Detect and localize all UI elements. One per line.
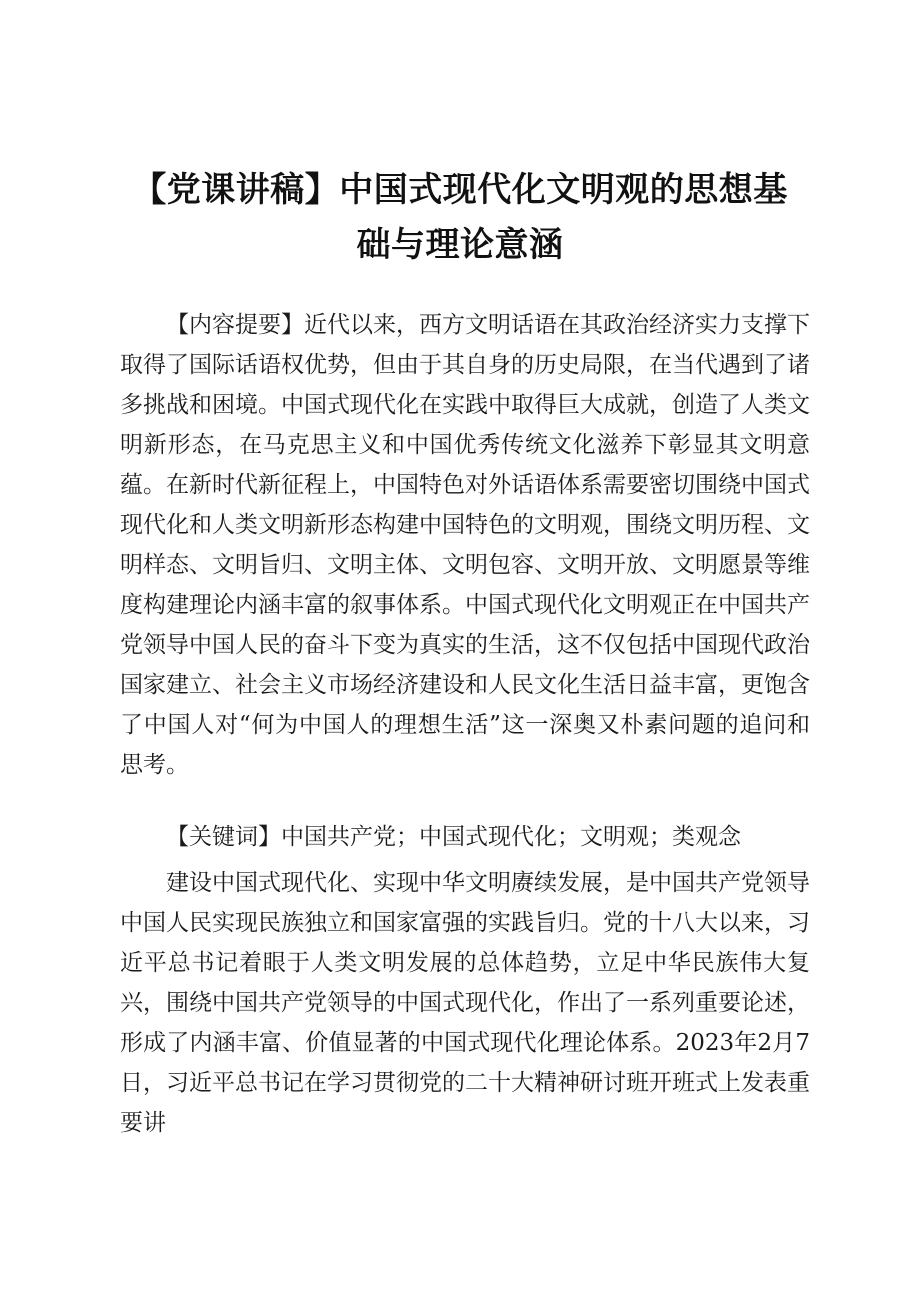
abstract-paragraph: 【内容提要】近代以来，西方文明话语在其政治经济实力支撑下取得了国际话语权优势，但由于其自身的历史局限，在当代遇到了诸多挑战和困境。中国式现代化在实践中取得巨大成就，创造了人类文明新形态，在马克思主义和中国优秀传统文化滋养下彰显其文明意蕴。在新时代新征程上，中国特色对外话语体系需要密切围绕中国式现代化和人类文明新形态构建中国特色的文明观，围绕文明历程、文明样态、文明旨归、文明主体、文明包容、文明开放、文明愿景等维度构建理论内涵丰富的叙事体系。中国式现代化文明观正在中国共产党领导中国人民的奋斗下变为真实的生活，这不仅包括中国现代政治国家建立、社会主义市场经济建设和人民文化生活日益丰富，更饱含了中国人对“何为中国人的理想生活”这一深奥又朴素问题的追问和思考。 [120, 312, 810, 778]
body-paragraph: 建设中国式现代化、实现中华文明赓续发展，是中国共产党领导中国人民实现民族独立和国家富强的实践旨归。党的十八大以来，习近平总书记着眼于人类文明发展的总体趋势，立足中华民族伟大复兴，围绕中国共产党领导的中国式现代化，作出了一系列重要论述，形成了内涵丰富、价值显著的中国式现代化理论体系。2023年2月7日，习近平总书记在学习贯彻党的二十大精神研讨班开班式上发表重要讲 [120, 870, 810, 1136]
keywords-line: 【关键词】中国共产党；中国式现代化；文明观；类观念 [166, 824, 741, 850]
document-title: 【党课讲稿】中国式现代化文明观的思想基础与理论意涵 [132, 170, 788, 265]
